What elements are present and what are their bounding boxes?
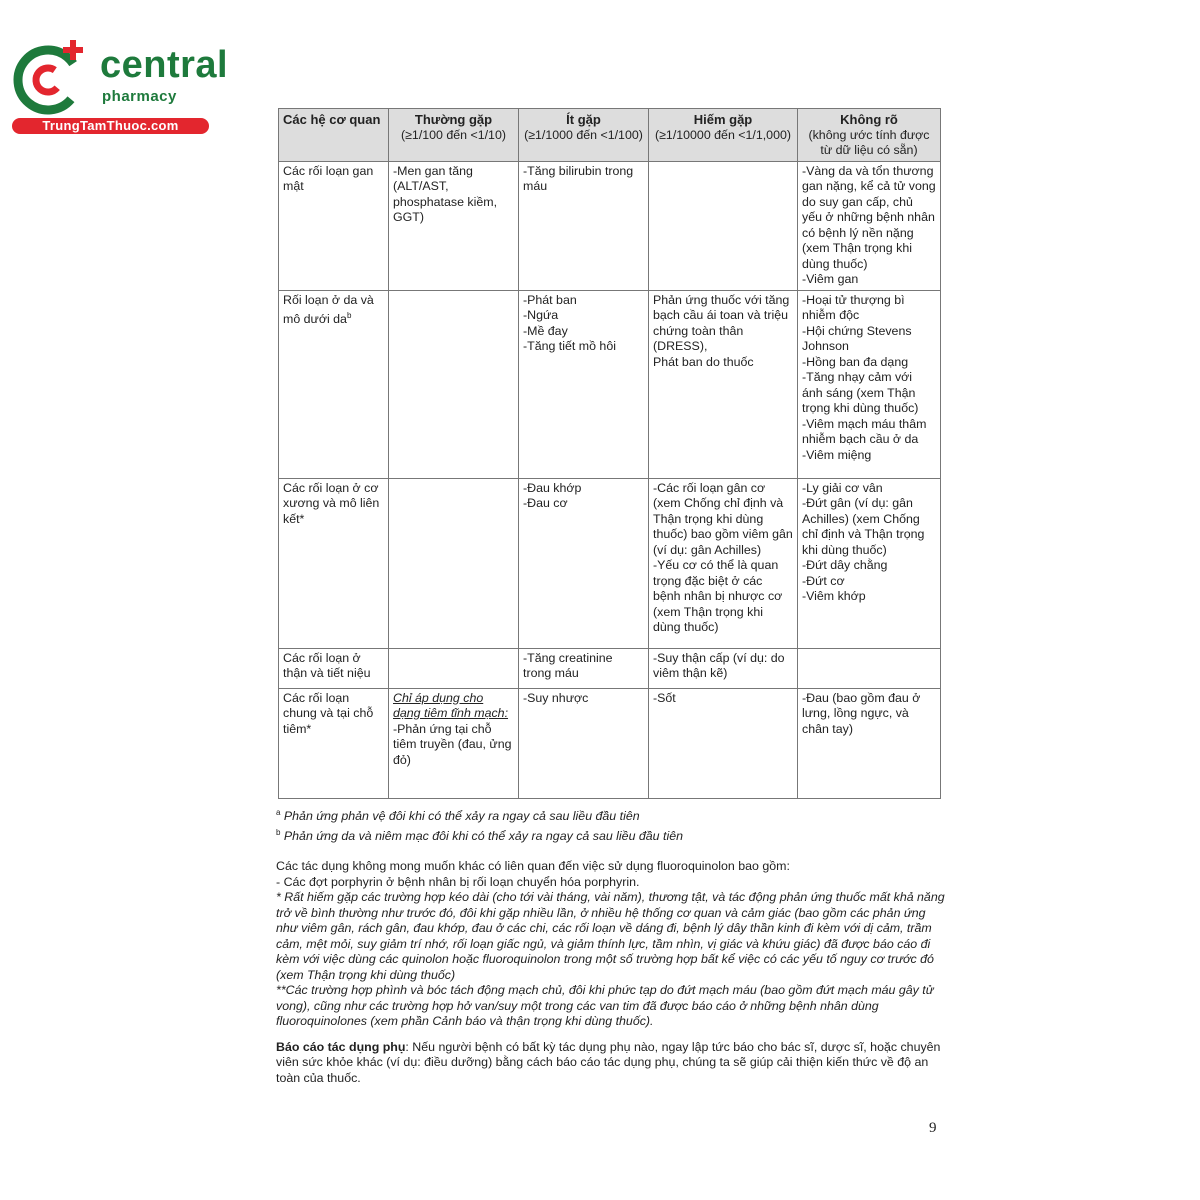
cell-organ: Các rối loạn ở thận và tiết niệu — [279, 648, 389, 688]
notes-section — [276, 805, 946, 1086]
logo-website-banner: TrungTamThuoc.com — [12, 118, 209, 134]
logo-sub-text: pharmacy — [102, 88, 177, 105]
table-row — [279, 688, 941, 798]
other-effects-porphyrin: - Các đợt porphyrin ở bệnh nhân bị rối loạn chuyển hóa porphyrin. — [276, 874, 640, 889]
footnote-a: $^a$ Phản ứng phản vệ đôi khi có thể xảy ra ngay cả sau liều đầu tiên — [276, 808, 640, 824]
cell-organ: Các rối loạn chung và tại chỗ tiêm* — [279, 688, 389, 798]
adverse-reactions-table — [278, 108, 941, 799]
table-row — [279, 648, 941, 688]
page-number: 9 — [929, 1120, 937, 1136]
cell-common — [389, 478, 519, 648]
cell-unknown: -Ly giải cơ vân -Đứt gân (ví dụ: gân Achilles) (xem Chống chỉ định và Thận trọng khi dùng thuốc) -Đứt dây chằng -Đứt cơ -Viêm khớp — [798, 478, 941, 648]
iv-only-note: Chỉ áp dụng cho dạng tiêm tĩnh mạch: — [393, 690, 509, 720]
table-row — [279, 290, 941, 478]
cell-rare: -Các rối loạn gân cơ (xem Chống chỉ định và Thận trọng khi dùng thuốc) bao gồm viêm gân (ví dụ: gân Achilles) -Yếu cơ có thể là quan trọng đặc biệt ở các bệnh nhân bị nhược cơ (xem Thận trọng khi dùng thuốc) — [649, 478, 798, 648]
footnote-b: $^b$ Phản ứng da và niêm mạc đôi khi có thể xảy ra ngay cả sau liều đầu tiên — [276, 827, 683, 843]
header-organ: Các hệ cơ quan — [279, 109, 389, 162]
cell-uncommon: -Tăng bilirubin trong máu — [519, 161, 649, 290]
cell-rare: -Suy thận cấp (ví dụ: do viêm thận kẽ) — [649, 648, 798, 688]
report-paragraph: Báo cáo tác dụng phụ: Nếu người bệnh có bất kỳ tác dụng phụ nào, ngay lập tức báo cho bác sĩ, dược sĩ, hoặc chuyên viên sức khỏe khác (ví dụ: điều dưỡng) bằng cách báo cáo tác dụng phụ, chúng ta sẽ giúp cải thiện kiến thức về độ an toàn của thuốc. — [276, 1039, 941, 1085]
cell-uncommon: -Suy nhược — [519, 688, 649, 798]
cell-common — [389, 290, 519, 478]
cell-common: Chỉ áp dụng cho dạng tiêm tĩnh mạch: -Phản ứng tại chỗ tiêm truyền (đau, ửng đỏ) — [389, 688, 519, 798]
other-effects-intro: Các tác dụng không mong muốn khác có liên quan đến việc sử dụng fluoroquinolon bao gồm: — [276, 859, 790, 874]
brand-logo — [12, 38, 229, 138]
cell-organ: Các rối loạn gan mật — [279, 161, 389, 290]
double-star-note: **Các trường hợp phình và bóc tách động mạch chủ, đôi khi phức tạp do đứt mạch máu (bao gồm đứt mạch máu gây tử vong), cũng như các trường hợp hở van/suy một trong các van tim đã được báo cáo ở những bệnh nhân dùng fluoroquinolones (xem phần Cảnh báo và thận trọng khi dùng thuốc). — [276, 983, 934, 1029]
table-row — [279, 161, 941, 290]
cell-unknown: -Đau (bao gồm đau ở lưng, lồng ngực, và chân tay) — [798, 688, 941, 798]
header-common: Thường gặp (≥1/100 đến <1/10) — [389, 109, 519, 162]
cell-common — [389, 648, 519, 688]
header-unknown: Không rõ (không ước tính được từ dữ liệu có sẵn) — [798, 109, 941, 162]
cell-uncommon: -Đau khớp -Đau cơ — [519, 478, 649, 648]
header-rare: Hiếm gặp (≥1/10000 đến <1/1,000) — [649, 109, 798, 162]
cell-organ: Rối loạn ở da và mô dưới $da^b$ — [279, 290, 389, 478]
cell-common: -Men gan tăng (ALT/AST, phosphatase kiềm, GGT) — [389, 161, 519, 290]
cell-uncommon: -Phát ban -Ngứa -Mề đay -Tăng tiết mồ hôi — [519, 290, 649, 478]
cell-rare: -Sốt — [649, 688, 798, 798]
table-header-row — [279, 109, 941, 162]
cell-unknown — [798, 648, 941, 688]
cell-organ: Các rối loạn ở cơ xương và mô liên kết* — [279, 478, 389, 648]
logo-brand-text: central — [100, 44, 229, 86]
central-logo-icon — [12, 38, 92, 118]
single-star-note: * Rất hiếm gặp các trường hợp kéo dài (cho tới vài tháng, vài năm), thương tật, và tác động phản ứng thuốc mất khả năng trở về bình thường như trước đó, đôi khi gặp nhiều lần, ở nhiều hệ thống cơ quan và cảm giác (bao gồm các phản ứng như viêm gân, rách gân, đau khớp, đau ở các chi, các rối loạn về dáng đi, bệnh lý dây thần kinh đi kèm với dị cảm, trầm cảm, mệt mỏi, suy giảm trí nhớ, rối loạn giấc ngủ, và giảm thính lực, tầm nhìn, vị giác và khứu giác) đã được báo cáo đi kèm với việc dùng các quinolon hoặc fluoroquinolon trong một số trường hợp bất kể việc có các yếu tố nguy cơ trước đó (xem Thận trọng khi dùng thuốc) — [276, 890, 945, 982]
cell-rare: Phản ứng thuốc với tăng bạch cầu ái toan và triệu chứng toàn thân (DRESS), Phát ban do thuốc — [649, 290, 798, 478]
table-row — [279, 478, 941, 648]
cell-rare — [649, 161, 798, 290]
header-uncommon: Ít gặp (≥1/1000 đến <1/100) — [519, 109, 649, 162]
cell-unknown: -Hoại tử thượng bì nhiễm độc -Hội chứng Stevens Johnson -Hồng ban đa dạng -Tăng nhạy cảm với ánh sáng (xem Thận trọng khi dùng thuốc) -Viêm mạch máu thâm nhiễm bạch cầu ở da -Viêm miệng — [798, 290, 941, 478]
cell-unknown: -Vàng da và tổn thương gan nặng, kể cả tử vong do suy gan cấp, chủ yếu ở những bệnh nhân có bệnh lý nền nặng (xem Thận trọng khi dùng thuốc) -Viêm gan — [798, 161, 941, 290]
cell-uncommon: -Tăng creatinine trong máu — [519, 648, 649, 688]
